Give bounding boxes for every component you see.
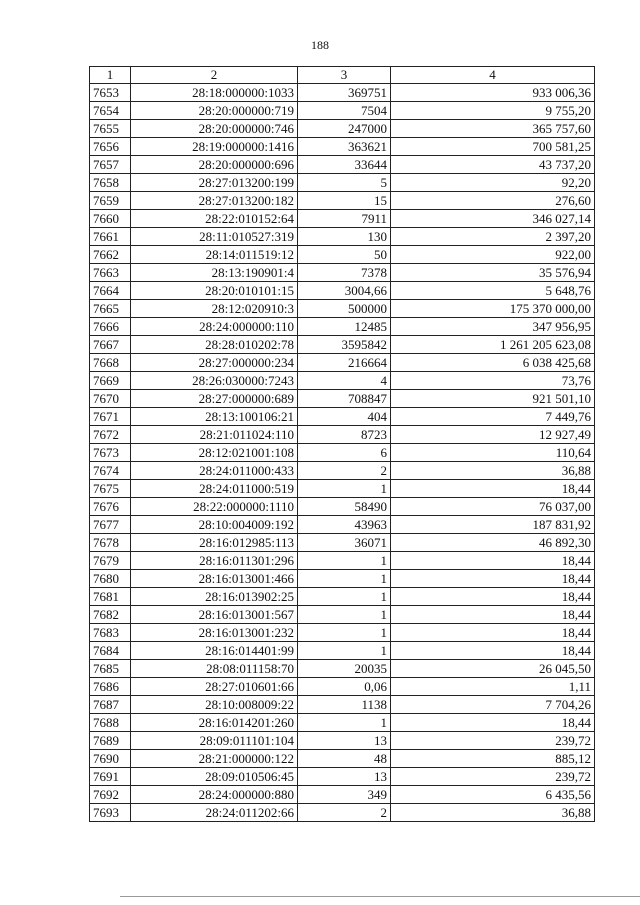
cadastral-number-cell: 28:24:011000:519 [131, 480, 298, 498]
cadastral-number-cell: 28:10:008009:22 [131, 696, 298, 714]
column-header-2: 2 [131, 67, 298, 84]
value-cell: 43 737,20 [391, 156, 595, 174]
column-header-3: 3 [298, 67, 391, 84]
row-number-cell: 7690 [90, 750, 131, 768]
table-row [90, 660, 595, 678]
value-cell: 933 006,36 [391, 84, 595, 102]
value-cell: 5 648,76 [391, 282, 595, 300]
area-cell: 7911 [298, 210, 391, 228]
value-cell: 700 581,25 [391, 138, 595, 156]
area-cell: 130 [298, 228, 391, 246]
row-number-cell: 7658 [90, 174, 131, 192]
value-cell: 18,44 [391, 480, 595, 498]
row-number-cell: 7671 [90, 408, 131, 426]
table-row [90, 192, 595, 210]
table-row [90, 120, 595, 138]
value-cell: 18,44 [391, 714, 595, 732]
area-cell: 0,06 [298, 678, 391, 696]
value-cell: 18,44 [391, 588, 595, 606]
cadastral-number-cell: 28:18:000000:1033 [131, 84, 298, 102]
cadastral-number-cell: 28:12:020910:3 [131, 300, 298, 318]
row-number-cell: 7666 [90, 318, 131, 336]
row-number-cell: 7684 [90, 642, 131, 660]
value-cell: 76 037,00 [391, 498, 595, 516]
cadastral-number-cell: 28:19:000000:1416 [131, 138, 298, 156]
table-header-row [90, 67, 595, 84]
table-row [90, 426, 595, 444]
row-number-cell: 7657 [90, 156, 131, 174]
table-row [90, 498, 595, 516]
value-cell: 18,44 [391, 624, 595, 642]
table-row [90, 516, 595, 534]
cadastral-number-cell: 28:16:013902:25 [131, 588, 298, 606]
table-row [90, 480, 595, 498]
row-number-cell: 7680 [90, 570, 131, 588]
row-number-cell: 7677 [90, 516, 131, 534]
value-cell: 35 576,94 [391, 264, 595, 282]
row-number-cell: 7679 [90, 552, 131, 570]
page-bottom-rule [120, 896, 640, 897]
area-cell: 708847 [298, 390, 391, 408]
row-number-cell: 7676 [90, 498, 131, 516]
value-cell: 26 045,50 [391, 660, 595, 678]
value-cell: 7 704,26 [391, 696, 595, 714]
value-cell: 18,44 [391, 642, 595, 660]
table-row [90, 156, 595, 174]
cadastral-number-cell: 28:24:000000:880 [131, 786, 298, 804]
table-row [90, 750, 595, 768]
area-cell: 6 [298, 444, 391, 462]
row-number-cell: 7689 [90, 732, 131, 750]
table-row [90, 588, 595, 606]
area-cell: 1 [298, 714, 391, 732]
row-number-cell: 7665 [90, 300, 131, 318]
value-cell: 365 757,60 [391, 120, 595, 138]
area-cell: 13 [298, 732, 391, 750]
table-row [90, 138, 595, 156]
table-row [90, 282, 595, 300]
row-number-cell: 7685 [90, 660, 131, 678]
row-number-cell: 7667 [90, 336, 131, 354]
area-cell: 7504 [298, 102, 391, 120]
row-number-cell: 7673 [90, 444, 131, 462]
value-cell: 92,20 [391, 174, 595, 192]
table-row [90, 336, 595, 354]
area-cell: 36071 [298, 534, 391, 552]
cadastral-number-cell: 28:27:000000:689 [131, 390, 298, 408]
area-cell: 15 [298, 192, 391, 210]
table-row [90, 264, 595, 282]
area-cell: 4 [298, 372, 391, 390]
cadastral-number-cell: 28:24:000000:110 [131, 318, 298, 336]
data-table [89, 66, 595, 822]
row-number-cell: 7668 [90, 354, 131, 372]
value-cell: 347 956,95 [391, 318, 595, 336]
area-cell: 247000 [298, 120, 391, 138]
value-cell: 239,72 [391, 768, 595, 786]
row-number-cell: 7683 [90, 624, 131, 642]
area-cell: 12485 [298, 318, 391, 336]
table-row [90, 714, 595, 732]
row-number-cell: 7675 [90, 480, 131, 498]
cadastral-number-cell: 28:16:013001:232 [131, 624, 298, 642]
area-cell: 1 [298, 552, 391, 570]
area-cell: 50 [298, 246, 391, 264]
cadastral-number-cell: 28:20:000000:746 [131, 120, 298, 138]
cadastral-number-cell: 28:21:000000:122 [131, 750, 298, 768]
table-row [90, 804, 595, 822]
column-header-1: 1 [90, 67, 131, 84]
row-number-cell: 7672 [90, 426, 131, 444]
area-cell: 13 [298, 768, 391, 786]
value-cell: 18,44 [391, 570, 595, 588]
cadastral-number-cell: 28:10:004009:192 [131, 516, 298, 534]
area-cell: 2 [298, 804, 391, 822]
cadastral-number-cell: 28:16:014401:99 [131, 642, 298, 660]
area-cell: 43963 [298, 516, 391, 534]
cadastral-number-cell: 28:14:011519:12 [131, 246, 298, 264]
table-row [90, 174, 595, 192]
value-cell: 276,60 [391, 192, 595, 210]
table-row [90, 318, 595, 336]
row-number-cell: 7656 [90, 138, 131, 156]
cadastral-number-cell: 28:16:012985:113 [131, 534, 298, 552]
table-row [90, 354, 595, 372]
table-row [90, 678, 595, 696]
cadastral-number-cell: 28:22:010152:64 [131, 210, 298, 228]
row-number-cell: 7655 [90, 120, 131, 138]
cadastral-number-cell: 28:09:011101:104 [131, 732, 298, 750]
table-row [90, 552, 595, 570]
cadastral-number-cell: 28:12:021001:108 [131, 444, 298, 462]
cadastral-number-cell: 28:13:100106:21 [131, 408, 298, 426]
row-number-cell: 7674 [90, 462, 131, 480]
table-row [90, 228, 595, 246]
table-row [90, 390, 595, 408]
row-number-cell: 7653 [90, 84, 131, 102]
area-cell: 1138 [298, 696, 391, 714]
table-row [90, 786, 595, 804]
cadastral-number-cell: 28:21:011024:110 [131, 426, 298, 444]
area-cell: 1 [298, 588, 391, 606]
area-cell: 33644 [298, 156, 391, 174]
row-number-cell: 7660 [90, 210, 131, 228]
value-cell: 9 755,20 [391, 102, 595, 120]
table-row [90, 246, 595, 264]
cadastral-number-cell: 28:20:000000:719 [131, 102, 298, 120]
table-row [90, 642, 595, 660]
column-header-4: 4 [391, 67, 595, 84]
area-cell: 48 [298, 750, 391, 768]
value-cell: 73,76 [391, 372, 595, 390]
table-row [90, 732, 595, 750]
row-number-cell: 7663 [90, 264, 131, 282]
cadastral-number-cell: 28:24:011202:66 [131, 804, 298, 822]
row-number-cell: 7687 [90, 696, 131, 714]
value-cell: 18,44 [391, 552, 595, 570]
value-cell: 46 892,30 [391, 534, 595, 552]
area-cell: 5 [298, 174, 391, 192]
value-cell: 6 435,56 [391, 786, 595, 804]
cadastral-number-cell: 28:16:013001:466 [131, 570, 298, 588]
cadastral-number-cell: 28:09:010506:45 [131, 768, 298, 786]
area-cell: 1 [298, 624, 391, 642]
area-cell: 20035 [298, 660, 391, 678]
row-number-cell: 7678 [90, 534, 131, 552]
row-number-cell: 7654 [90, 102, 131, 120]
cadastral-number-cell: 28:20:010101:15 [131, 282, 298, 300]
area-cell: 1 [298, 642, 391, 660]
value-cell: 922,00 [391, 246, 595, 264]
area-cell: 3004,66 [298, 282, 391, 300]
cadastral-number-cell: 28:08:011158:70 [131, 660, 298, 678]
cadastral-number-cell: 28:27:013200:182 [131, 192, 298, 210]
page-number: 188 [311, 38, 329, 52]
cadastral-number-cell: 28:16:011301:296 [131, 552, 298, 570]
value-cell: 6 038 425,68 [391, 354, 595, 372]
cadastral-number-cell: 28:16:013001:567 [131, 606, 298, 624]
area-cell: 216664 [298, 354, 391, 372]
cadastral-number-cell: 28:16:014201:260 [131, 714, 298, 732]
table-row [90, 768, 595, 786]
value-cell: 36,88 [391, 804, 595, 822]
area-cell: 1 [298, 570, 391, 588]
row-number-cell: 7681 [90, 588, 131, 606]
value-cell: 187 831,92 [391, 516, 595, 534]
row-number-cell: 7688 [90, 714, 131, 732]
cadastral-number-cell: 28:28:010202:78 [131, 336, 298, 354]
area-cell: 1 [298, 480, 391, 498]
area-cell: 58490 [298, 498, 391, 516]
value-cell: 239,72 [391, 732, 595, 750]
area-cell: 349 [298, 786, 391, 804]
value-cell: 110,64 [391, 444, 595, 462]
area-cell: 1 [298, 606, 391, 624]
table-row [90, 102, 595, 120]
area-cell: 3595842 [298, 336, 391, 354]
cadastral-number-cell: 28:27:010601:66 [131, 678, 298, 696]
area-cell: 363621 [298, 138, 391, 156]
area-cell: 369751 [298, 84, 391, 102]
table-row [90, 300, 595, 318]
value-cell: 7 449,76 [391, 408, 595, 426]
cadastral-number-cell: 28:24:011000:433 [131, 462, 298, 480]
table-row [90, 84, 595, 102]
value-cell: 921 501,10 [391, 390, 595, 408]
row-number-cell: 7693 [90, 804, 131, 822]
value-cell: 18,44 [391, 606, 595, 624]
value-cell: 12 927,49 [391, 426, 595, 444]
row-number-cell: 7669 [90, 372, 131, 390]
value-cell: 175 370 000,00 [391, 300, 595, 318]
row-number-cell: 7686 [90, 678, 131, 696]
table-row [90, 372, 595, 390]
row-number-cell: 7659 [90, 192, 131, 210]
value-cell: 885,12 [391, 750, 595, 768]
row-number-cell: 7670 [90, 390, 131, 408]
table-row [90, 570, 595, 588]
row-number-cell: 7664 [90, 282, 131, 300]
cadastral-number-cell: 28:27:013200:199 [131, 174, 298, 192]
value-cell: 346 027,14 [391, 210, 595, 228]
table-row [90, 408, 595, 426]
cadastral-number-cell: 28:27:000000:234 [131, 354, 298, 372]
cadastral-number-cell: 28:13:190901:4 [131, 264, 298, 282]
value-cell: 2 397,20 [391, 228, 595, 246]
table-row [90, 534, 595, 552]
table-row [90, 696, 595, 714]
value-cell: 1,11 [391, 678, 595, 696]
area-cell: 2 [298, 462, 391, 480]
row-number-cell: 7661 [90, 228, 131, 246]
area-cell: 404 [298, 408, 391, 426]
table-row [90, 624, 595, 642]
value-cell: 1 261 205 623,08 [391, 336, 595, 354]
area-cell: 500000 [298, 300, 391, 318]
row-number-cell: 7691 [90, 768, 131, 786]
area-cell: 8723 [298, 426, 391, 444]
cadastral-number-cell: 28:26:030000:7243 [131, 372, 298, 390]
table-row [90, 210, 595, 228]
cadastral-number-cell: 28:20:000000:696 [131, 156, 298, 174]
table-row [90, 462, 595, 480]
row-number-cell: 7692 [90, 786, 131, 804]
area-cell: 7378 [298, 264, 391, 282]
table-row [90, 444, 595, 462]
row-number-cell: 7662 [90, 246, 131, 264]
cadastral-number-cell: 28:22:000000:1110 [131, 498, 298, 516]
cadastral-number-cell: 28:11:010527:319 [131, 228, 298, 246]
row-number-cell: 7682 [90, 606, 131, 624]
table-row [90, 606, 595, 624]
value-cell: 36,88 [391, 462, 595, 480]
